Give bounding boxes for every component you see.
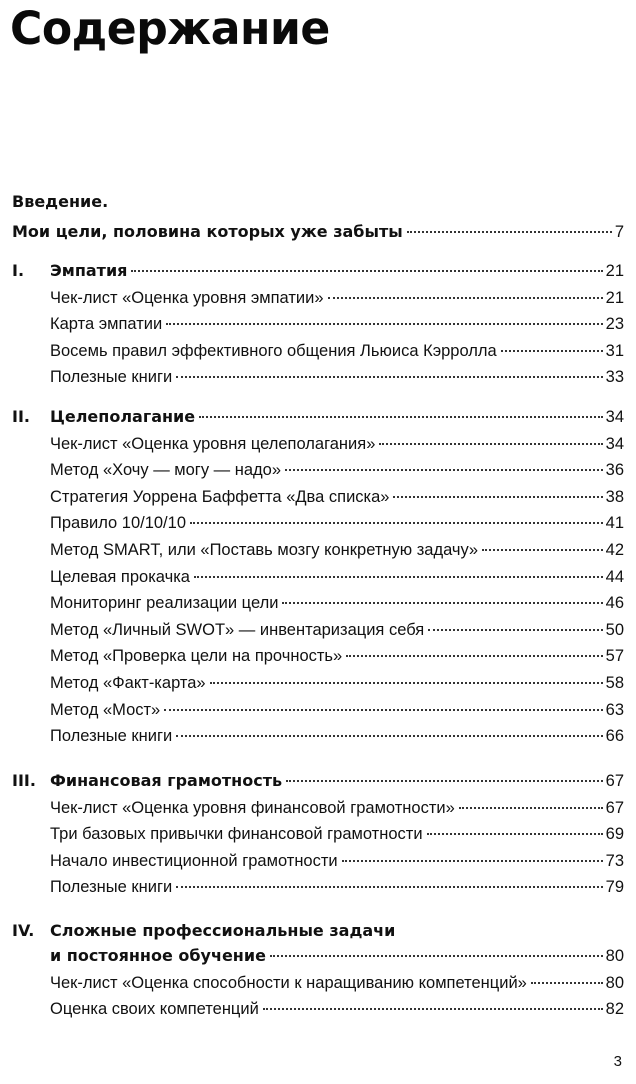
- toc-entry-text: Чек-лист «Оценка уровня финансовой грамотности»: [50, 799, 455, 817]
- toc-page-number: 67: [605, 772, 624, 790]
- toc-entry[interactable]: [0, 874, 636, 900]
- section-number: III.: [12, 771, 36, 790]
- toc-page-number: 57: [605, 647, 624, 665]
- toc-entry[interactable]: [0, 590, 636, 616]
- toc-entry-text: Чек-лист «Оценка способности к наращиванию компетенций»: [50, 974, 527, 992]
- toc-page-number: 33: [605, 368, 624, 386]
- toc-entry-text: Мои цели, половина которых уже забыты: [12, 222, 403, 241]
- toc-entry-text: Метод «Проверка цели на прочность»: [50, 647, 343, 665]
- dot-leader: [407, 230, 612, 233]
- toc-entry-text: Начало инвестиционной грамотности: [50, 852, 338, 870]
- toc-entry[interactable]: [0, 285, 636, 311]
- toc-entry[interactable]: [0, 457, 636, 483]
- dot-leader: [328, 296, 603, 299]
- toc-page-number: 36: [605, 461, 624, 479]
- toc-entry[interactable]: [0, 848, 636, 874]
- dot-leader: [164, 708, 602, 711]
- dot-leader: [199, 415, 603, 418]
- dot-leader: [131, 269, 602, 272]
- toc-intro-line1: Введение.: [12, 192, 109, 211]
- toc-section-heading[interactable]: [0, 768, 636, 794]
- dot-leader: [194, 575, 603, 578]
- toc-entry[interactable]: [0, 723, 636, 749]
- toc-page-number: 23: [605, 315, 624, 333]
- toc-entry-text: Целеполагание: [50, 407, 196, 426]
- toc-entry[interactable]: [0, 795, 636, 821]
- page-number: 3: [613, 1053, 622, 1070]
- toc-page-number: 7: [614, 223, 624, 241]
- toc-page-number: 58: [605, 674, 624, 692]
- toc-entry-text: Полезные книги: [50, 727, 173, 745]
- dot-leader: [282, 601, 602, 604]
- dot-leader: [270, 954, 603, 957]
- section-number: II.: [12, 407, 30, 426]
- toc-entry-text: Полезные книги: [50, 878, 173, 896]
- toc-entry-text: и постоянное обучение: [50, 946, 266, 965]
- toc-section-heading[interactable]: [0, 918, 636, 944]
- dot-leader: [210, 681, 603, 684]
- toc-intro-heading[interactable]: [0, 189, 636, 215]
- toc-intro-entry[interactable]: [0, 219, 636, 245]
- toc-entry-text: Карта эмпатии: [50, 315, 163, 333]
- toc-entry[interactable]: [0, 537, 636, 563]
- dot-leader: [286, 779, 603, 782]
- toc-entry-text: Стратегия Уоррена Баффетта «Два списка»: [50, 488, 390, 506]
- dot-leader: [482, 548, 603, 551]
- dot-leader: [263, 1007, 603, 1010]
- toc-entry[interactable]: [0, 970, 636, 996]
- dot-leader: [428, 628, 602, 631]
- toc-entry-text: Чек-лист «Оценка уровня эмпатии»: [50, 289, 324, 307]
- dot-leader: [166, 322, 602, 325]
- toc-entry[interactable]: [0, 821, 636, 847]
- toc-entry[interactable]: [0, 697, 636, 723]
- dot-leader: [176, 734, 602, 737]
- toc-page-number: 31: [605, 342, 624, 360]
- toc-entry-text: Восемь правил эффективного общения Льюиса Кэрролла: [50, 342, 497, 360]
- toc-entry-text: Эмпатия: [50, 261, 128, 280]
- dot-leader: [176, 885, 602, 888]
- toc-page-number: 80: [605, 974, 624, 992]
- toc-entry-text: Мониторинг реализации цели: [50, 594, 279, 612]
- toc-entry[interactable]: [0, 643, 636, 669]
- toc-page-number: 34: [605, 435, 624, 453]
- toc-entry-text: Метод SMART, или «Поставь мозгу конкретную задачу»: [50, 541, 479, 559]
- dot-leader: [342, 859, 603, 862]
- toc-entry[interactable]: [0, 311, 636, 337]
- toc-entry[interactable]: [0, 431, 636, 457]
- toc-page-number: 66: [605, 727, 624, 745]
- toc-page-number: 41: [605, 514, 624, 532]
- toc-entry[interactable]: [0, 364, 636, 390]
- toc-page-number: 63: [605, 701, 624, 719]
- toc-page-number: 34: [605, 408, 624, 426]
- dot-leader: [459, 806, 603, 809]
- toc-page-number: 46: [605, 594, 624, 612]
- dot-leader: [346, 654, 602, 657]
- section-number: I.: [12, 261, 25, 280]
- toc-entry[interactable]: [0, 996, 636, 1022]
- toc-entry-text: Сложные профессиональные задачи: [50, 921, 396, 940]
- page-title: Содержание: [10, 2, 330, 55]
- toc-page-number: 82: [605, 1000, 624, 1018]
- toc-page-number: 42: [605, 541, 624, 559]
- toc-entry-text: Правило 10/10/10: [50, 514, 186, 532]
- toc-page-number: 21: [605, 262, 624, 280]
- dot-leader: [176, 375, 602, 378]
- toc-page-number: 44: [605, 568, 624, 586]
- toc-entry-text: Целевая прокачка: [50, 568, 190, 586]
- section-number: IV.: [12, 921, 35, 940]
- toc-entry[interactable]: [0, 338, 636, 364]
- toc-entry-text: Полезные книги: [50, 368, 173, 386]
- toc-entry-text: Метод «Факт-карта»: [50, 674, 206, 692]
- toc-page-number: 69: [605, 825, 624, 843]
- toc-entry-text: Метод «Хочу — могу — надо»: [50, 461, 282, 479]
- toc-entry[interactable]: [0, 617, 636, 643]
- toc-page-number: 21: [605, 289, 624, 307]
- toc-entry-text: Метод «Мост»: [50, 701, 161, 719]
- dot-leader: [285, 468, 603, 471]
- toc-section-heading[interactable]: [0, 258, 636, 284]
- toc-entry-text: Три базовых привычки финансовой грамотности: [50, 825, 423, 843]
- toc-entry[interactable]: [0, 510, 636, 536]
- dot-leader: [379, 442, 602, 445]
- toc-page-number: 80: [605, 947, 624, 965]
- toc-entry[interactable]: [0, 670, 636, 696]
- toc-page-number: 73: [605, 852, 624, 870]
- dot-leader: [427, 832, 603, 835]
- toc-section-heading[interactable]: [0, 404, 636, 430]
- dot-leader: [501, 349, 603, 352]
- toc-entry-text: Оценка своих компетенций: [50, 1000, 259, 1018]
- dot-leader: [393, 495, 602, 498]
- toc-page-number: 79: [605, 878, 624, 896]
- toc-entry[interactable]: [0, 484, 636, 510]
- toc-entry[interactable]: [0, 564, 636, 590]
- toc-entry-text: Финансовая грамотность: [50, 771, 283, 790]
- toc-entry-text: Метод «Личный SWOT» — инвентаризация себя: [50, 621, 425, 639]
- toc-page-number: 67: [605, 799, 624, 817]
- dot-leader: [190, 521, 603, 524]
- dot-leader: [531, 981, 603, 984]
- toc-entry-text: Чек-лист «Оценка уровня целеполагания»: [50, 435, 376, 453]
- toc-page-number: 50: [605, 621, 624, 639]
- toc-section-heading-cont[interactable]: [0, 943, 636, 969]
- toc-page-number: 38: [605, 488, 624, 506]
